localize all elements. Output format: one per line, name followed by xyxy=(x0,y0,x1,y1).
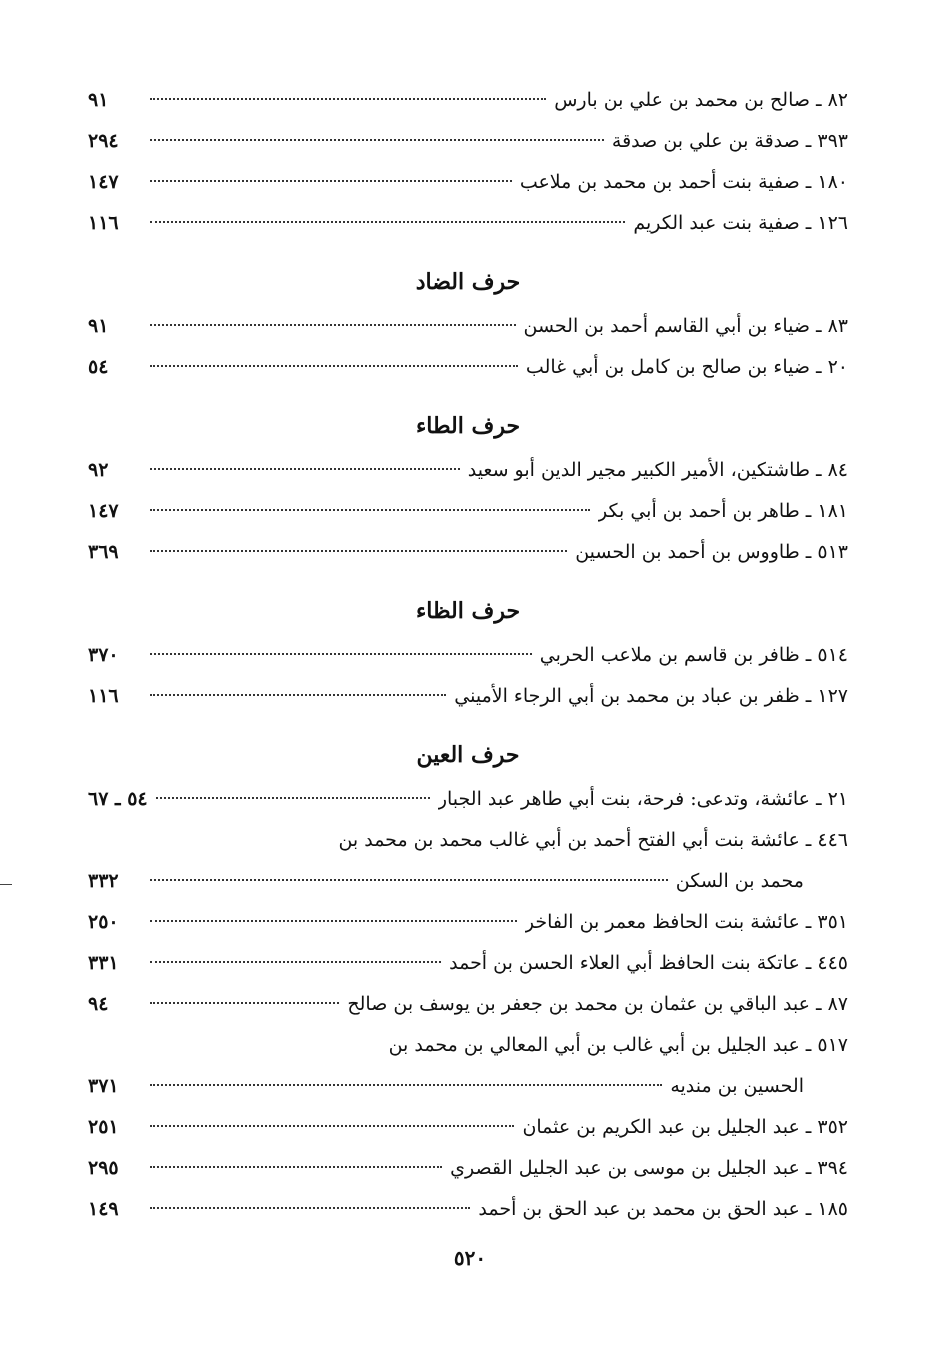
index-entry xyxy=(88,676,848,717)
entry-name: ضياء بن أبي القاسم أحمد بن الحسن xyxy=(523,315,810,337)
index-entry xyxy=(88,347,848,388)
entry-number: ٣٥٢ xyxy=(817,1116,848,1138)
entry-name-continuation: الحسين بن منديه xyxy=(670,1075,804,1097)
leader-dots xyxy=(150,139,604,141)
entry-page-number: ٣٣٢ xyxy=(88,870,119,892)
entry-page-number: ٣٧٠ xyxy=(88,644,119,666)
entry-separator: ـ xyxy=(805,952,812,974)
leader-dots xyxy=(150,961,441,963)
entry-number: ١٢٧ xyxy=(817,685,848,707)
entry-page-number: ٢٥١ xyxy=(88,1116,119,1138)
leader-dots xyxy=(150,550,567,552)
entry-number: ١٨٠ xyxy=(817,171,848,193)
index-entry xyxy=(88,902,848,943)
entry-name: صالح بن محمد بن علي بن بارس xyxy=(554,89,810,111)
entry-number: ٢٠ xyxy=(827,356,848,378)
entry-separator: ـ xyxy=(805,911,812,933)
index-entry xyxy=(88,820,848,861)
entry-number: ٤٤٥ xyxy=(817,952,848,974)
index-entry xyxy=(88,80,848,121)
index-entry xyxy=(88,1189,848,1230)
page-number: ٥٢٠ xyxy=(453,1246,487,1270)
entry-number: ٨٤ xyxy=(827,459,848,481)
entry-separator: ـ xyxy=(805,1198,812,1220)
entry-page-number: ٥٤ xyxy=(88,356,109,378)
entry-name: عاتكة بنت الحافظ أبي العلاء الحسن بن أحمد xyxy=(449,952,800,974)
entry-separator: ـ xyxy=(805,500,812,522)
entry-page-number: ١٤٩ xyxy=(88,1198,119,1220)
section-heading: حرف الطاء xyxy=(415,413,521,439)
index-entry xyxy=(88,1148,848,1189)
entry-separator: ـ xyxy=(805,171,812,193)
entry-number: ١٨٥ xyxy=(817,1198,848,1220)
index-entry xyxy=(88,306,848,347)
entry-page-number: ٥٤ ـ ٦٧ xyxy=(88,788,148,810)
entry-separator: ـ xyxy=(805,644,812,666)
entry-number: ٢١ xyxy=(827,788,848,810)
entry-name: عائشة بنت الحافظ معمر بن الفاخر xyxy=(524,911,800,933)
leader-dots xyxy=(150,98,546,100)
entry-page-number: ١٤٧ xyxy=(88,500,119,522)
leader-dots xyxy=(150,468,460,470)
index-entry-continuation xyxy=(88,1066,848,1107)
entry-name: ظفر بن عباد بن محمد بن أبي الرجاء الأميني xyxy=(454,685,800,707)
entry-separator: ـ xyxy=(816,993,822,1015)
entry-page-number: ٩٢ xyxy=(88,459,109,481)
entry-page-number: ٩٤ xyxy=(88,993,109,1015)
entry-name-continuation: محمد بن السكن xyxy=(675,870,804,892)
leader-dots xyxy=(150,365,518,367)
leader-dots xyxy=(150,1125,514,1127)
entry-separator: ـ xyxy=(805,1034,812,1056)
entry-page-number: ١٤٧ xyxy=(88,171,119,193)
entry-separator: ـ xyxy=(816,788,822,810)
entry-page-number: ٣٦٩ xyxy=(88,541,119,563)
entry-name: ظافر بن قاسم بن ملاعب الحربي xyxy=(539,644,800,666)
entry-separator: ـ xyxy=(816,459,822,481)
entry-page-number: ٢٥٠ xyxy=(88,911,119,933)
entry-separator: ـ xyxy=(805,685,812,707)
index-entry xyxy=(88,491,848,532)
entry-separator: ـ xyxy=(805,1116,812,1138)
index-entry xyxy=(88,779,848,820)
margin-mark xyxy=(0,884,12,885)
index-entry xyxy=(88,1107,848,1148)
index-entry-continuation xyxy=(88,861,848,902)
entry-separator: ـ xyxy=(816,356,822,378)
entry-separator: ـ xyxy=(805,541,812,563)
leader-dots xyxy=(150,509,590,511)
leader-dots xyxy=(150,324,516,326)
entry-number: ٥١٧ xyxy=(817,1034,848,1056)
index-entry xyxy=(88,1025,848,1066)
leader-dots xyxy=(156,797,430,799)
leader-dots xyxy=(150,180,512,182)
entry-number: ٥١٤ xyxy=(817,644,848,666)
section-heading: حرف الضاد xyxy=(415,269,521,295)
entry-number: ١٨١ xyxy=(817,500,848,522)
section-heading: حرف العين xyxy=(416,742,520,768)
entry-separator: ـ xyxy=(805,212,812,234)
leader-dots xyxy=(150,653,532,655)
index-entry xyxy=(88,532,848,573)
entry-name: عبد الجليل بن عبد الكريم بن عثمان xyxy=(522,1116,800,1138)
entry-number: ٣٩٤ xyxy=(817,1157,848,1179)
index-entry xyxy=(88,162,848,203)
entry-name: طاووس بن أحمد بن الحسين xyxy=(575,541,800,563)
entry-number: ٨٣ xyxy=(827,315,848,337)
index-entry xyxy=(88,203,848,244)
entry-page-number: ٢٩٥ xyxy=(88,1157,119,1179)
leader-dots xyxy=(150,1084,662,1086)
entry-number: ٨٧ xyxy=(827,993,848,1015)
leader-dots xyxy=(150,920,517,922)
leader-dots xyxy=(150,694,446,696)
leader-dots xyxy=(150,221,625,223)
entry-page-number: ٩١ xyxy=(88,89,109,111)
entry-number: ٥١٣ xyxy=(817,541,848,563)
entry-name: عائشة، وتدعى: فرحة، بنت أبي طاهر عبد الجبار xyxy=(437,788,810,810)
entry-number: ١٢٦ xyxy=(817,212,848,234)
entry-page-number: ١١٦ xyxy=(88,212,119,234)
leader-dots xyxy=(150,1207,470,1209)
entry-page-number: ١١٦ xyxy=(88,685,119,707)
entry-name: صفية بنت أحمد بن محمد بن ملاعب xyxy=(519,171,800,193)
entry-page-number: ٣٣١ xyxy=(88,952,119,974)
entry-name: صدقة بن علي بن صدقة xyxy=(611,130,800,152)
index-entry xyxy=(88,121,848,162)
entry-separator: ـ xyxy=(805,130,812,152)
entry-name: عبد الباقي بن عثمان بن محمد بن جعفر بن يوسف بن صالح xyxy=(347,993,810,1015)
entry-name: طاهر بن أحمد بن أبي بكر xyxy=(598,500,800,522)
entry-page-number: ٩١ xyxy=(88,315,109,337)
entry-separator: ـ xyxy=(816,315,822,337)
entry-name: عبد الجليل بن أبي غالب بن أبي المعالي بن محمد بن xyxy=(388,1034,800,1056)
index-entry xyxy=(88,984,848,1025)
leader-dots xyxy=(150,1166,442,1168)
entry-name: عبد الجليل بن موسى بن عبد الجليل القصري xyxy=(450,1157,800,1179)
entry-name: طاشتكين، الأمير الكبير مجير الدين أبو سعيد xyxy=(467,459,810,481)
index-page xyxy=(88,80,848,1230)
entry-name: عائشة بنت أبي الفتح أحمد بن أبي غالب محمد بن محمد بن xyxy=(338,829,800,851)
entry-separator: ـ xyxy=(805,829,812,851)
index-entry xyxy=(88,943,848,984)
entry-page-number: ٢٩٤ xyxy=(88,130,119,152)
entry-separator: ـ xyxy=(805,1157,812,1179)
entry-page-number: ٣٧١ xyxy=(88,1075,119,1097)
entry-number: ٤٤٦ xyxy=(817,829,848,851)
leader-dots xyxy=(150,879,668,881)
entry-number: ٣٩٣ xyxy=(817,130,848,152)
entry-number: ٨٢ xyxy=(827,89,848,111)
entry-number: ٣٥١ xyxy=(817,911,848,933)
index-entry xyxy=(88,635,848,676)
index-entry xyxy=(88,450,848,491)
section-heading: حرف الظاء xyxy=(415,598,521,624)
entry-name: عبد الحق بن محمد بن عبد الحق بن أحمد xyxy=(478,1198,800,1220)
leader-dots xyxy=(150,1002,339,1004)
entry-name: ضياء بن صالح بن كامل بن أبي غالب xyxy=(525,356,810,378)
entry-name: صفية بنت عبد الكريم xyxy=(633,212,800,234)
entry-separator: ـ xyxy=(816,89,822,111)
